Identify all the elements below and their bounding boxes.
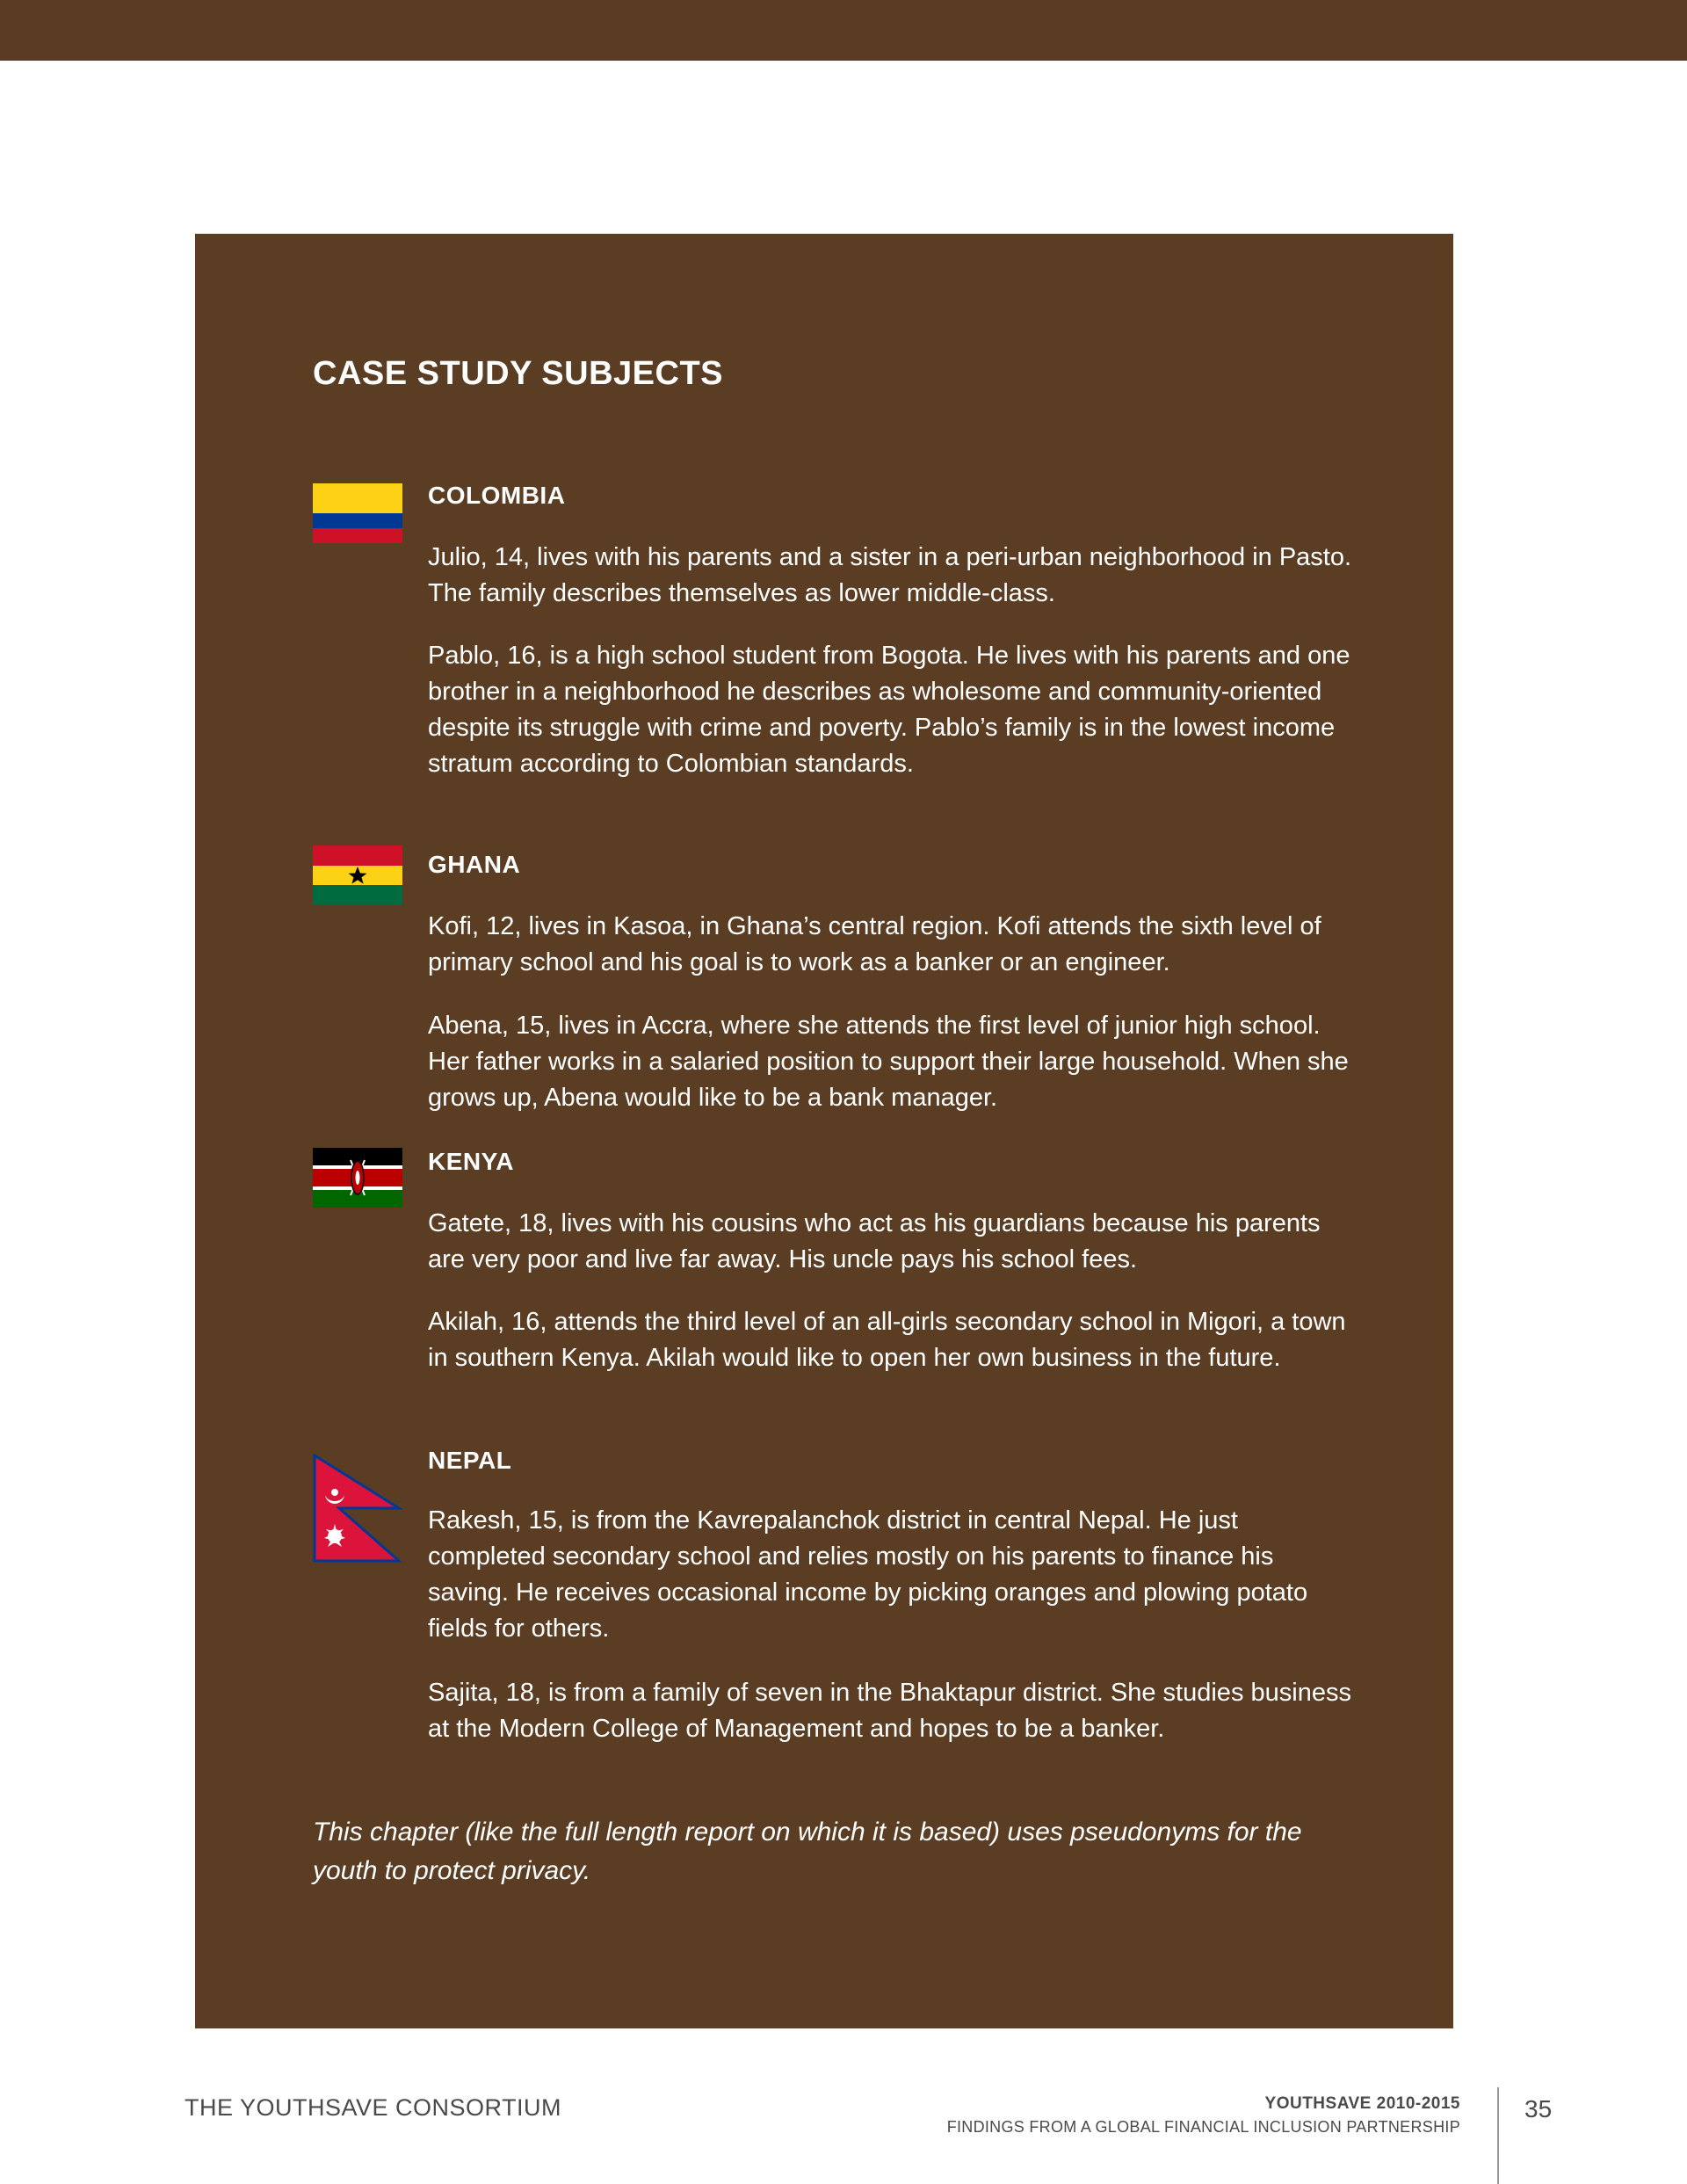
paragraph-gatete: Gatete, 18, lives with his cousins who act as his guardians because his parents are very poor and live far away. His uncle pays his school fees. bbox=[428, 1209, 1321, 1273]
country-heading-kenya: KENYA bbox=[428, 1148, 514, 1175]
footer-report-subtitle: FINDINGS FROM A GLOBAL FINANCIAL INCLUSION PARTNERSHIP bbox=[946, 2118, 1460, 2136]
top-bar bbox=[0, 0, 1687, 61]
paragraph-pablo: Pablo, 16, is a high school student from Bogota. He lives with his parents and one brother in a neighborhood he describes as wholesome and community-oriented despite its struggle with crime and poverty. Pablo’s family is in the lowest income stratum according to Colombian standards. bbox=[428, 642, 1350, 778]
page-number: 35 bbox=[1524, 2095, 1553, 2122]
pseudonym-note: This chapter (like the full length report on which it is based) uses pseudonyms for the youth to protect privacy. bbox=[313, 1818, 1302, 1885]
case-study-panel bbox=[195, 234, 1453, 2028]
paragraph-rakesh: Rakesh, 15, is from the Kavrepalanchok district in central Nepal. He just completed secondary school and relies mostly on his parents to finance his saving. He receives occasional income by picking oranges and plowing potato fields for others. bbox=[428, 1506, 1308, 1643]
country-heading-ghana: GHANA bbox=[428, 851, 521, 878]
panel-title: CASE STUDY SUBJECTS bbox=[313, 355, 724, 392]
country-heading-colombia: COLOMBIA bbox=[428, 482, 566, 509]
paragraph-akilah: Akilah, 16, attends the third level of an all-girls secondary school in Migori, a town in southern Kenya. Akilah would like to open her own business in the future. bbox=[428, 1308, 1346, 1372]
kenya-flag-icon bbox=[313, 1148, 402, 1208]
footer-report-title: YOUTHSAVE 2010-2015 bbox=[1264, 2094, 1460, 2113]
footer-consortium: THE YOUTHSAVE CONSORTIUM bbox=[185, 2094, 562, 2121]
paragraph-sajita: Sajita, 18, is from a family of seven in the Bhaktapur district. She studies business at the Modern College of Management and hopes to be a banker. bbox=[428, 1679, 1351, 1743]
paragraph-julio: Julio, 14, lives with his parents and a sister in a peri-urban neighborhood in Pasto. The family describes themselves as lower middle-class. bbox=[428, 543, 1352, 607]
footer-divider bbox=[1497, 2087, 1499, 2184]
paragraph-kofi: Kofi, 12, lives in Kasoa, in Ghana’s central region. Kofi attends the sixth level of primary school and his goal is to work as a banker or an engineer. bbox=[428, 912, 1321, 976]
paragraph-abena: Abena, 15, lives in Accra, where she attends the first level of junior high school. Her father works in a salaried position to support their large household. When she grows up, Abena would like to be a bank manager. bbox=[428, 1012, 1349, 1112]
colombia-flag-icon bbox=[313, 483, 402, 543]
ghana-flag-icon bbox=[313, 845, 402, 905]
country-heading-nepal: NEPAL bbox=[428, 1447, 512, 1474]
nepal-flag-icon bbox=[313, 1454, 402, 1563]
